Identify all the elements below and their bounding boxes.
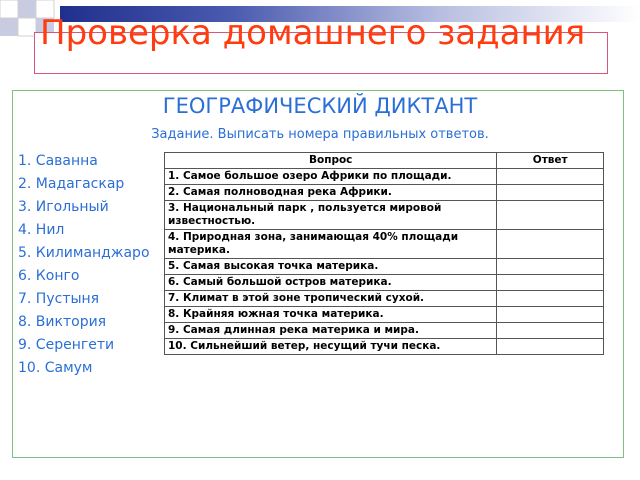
answer-cell[interactable] xyxy=(497,169,604,185)
column-header-question: Вопрос xyxy=(165,153,497,169)
table-row xyxy=(165,201,604,230)
table-row xyxy=(165,259,604,275)
question-cell: 1. Самое большое озеро Африки по площади. xyxy=(165,169,497,185)
questions-table xyxy=(164,152,604,355)
question-cell: 5. Самая высокая точка материка. xyxy=(165,259,497,275)
answer-option: 1. Саванна xyxy=(18,153,98,169)
question-cell: 3. Национальный парк , пользуется мировой известностью. xyxy=(165,201,497,230)
answer-cell[interactable] xyxy=(497,291,604,307)
question-cell: 9. Самая длинная река материка и мира. xyxy=(165,323,497,339)
answer-option: 5. Килиманджаро xyxy=(18,245,150,261)
question-cell: 8. Крайняя южная точка материка. xyxy=(165,307,497,323)
answer-cell[interactable] xyxy=(497,185,604,201)
answer-cell[interactable] xyxy=(497,259,604,275)
answer-cell[interactable] xyxy=(497,275,604,291)
answer-option: 2. Мадагаскар xyxy=(18,176,125,192)
answer-cell[interactable] xyxy=(497,201,604,230)
answer-cell[interactable] xyxy=(497,230,604,259)
question-cell: 6. Самый большой остров материка. xyxy=(165,275,497,291)
question-cell: 2. Самая полноводная река Африки. xyxy=(165,185,497,201)
section-heading: ГЕОГРАФИЧЕСКИЙ ДИКТАНТ xyxy=(162,94,478,118)
answer-option: 6. Конго xyxy=(18,268,80,284)
question-cell: 10. Сильнейший ветер, несущий тучи песка. xyxy=(165,339,497,355)
table-header-row xyxy=(165,153,604,169)
answer-cell[interactable] xyxy=(497,307,604,323)
answer-option: 7. Пустыня xyxy=(18,291,100,307)
table-row xyxy=(165,169,604,185)
task-text: Задание. Выписать номера правильных ответов. xyxy=(151,127,489,142)
column-header-answer: Ответ xyxy=(497,153,604,169)
answer-option: 8. Виктория xyxy=(18,314,107,330)
answer-cell[interactable] xyxy=(497,323,604,339)
table-row xyxy=(165,291,604,307)
table-row xyxy=(165,307,604,323)
answer-option: 3. Игольный xyxy=(18,199,109,215)
answer-option: 4. Нил xyxy=(18,222,65,238)
answer-options-list xyxy=(18,150,150,380)
table-row xyxy=(165,339,604,355)
question-cell: 4. Природная зона, занимающая 40% площади материка. xyxy=(165,230,497,259)
answer-option: 9. Серенгети xyxy=(18,337,115,353)
table-row xyxy=(165,275,604,291)
question-cell: 7. Климат в этой зоне тропический сухой. xyxy=(165,291,497,307)
table-row xyxy=(165,230,604,259)
answer-option: 10. Самум xyxy=(18,360,93,376)
table-row xyxy=(165,323,604,339)
answer-cell[interactable] xyxy=(497,339,604,355)
table-row xyxy=(165,185,604,201)
slide-title: Проверка домашнего задания xyxy=(40,13,586,53)
